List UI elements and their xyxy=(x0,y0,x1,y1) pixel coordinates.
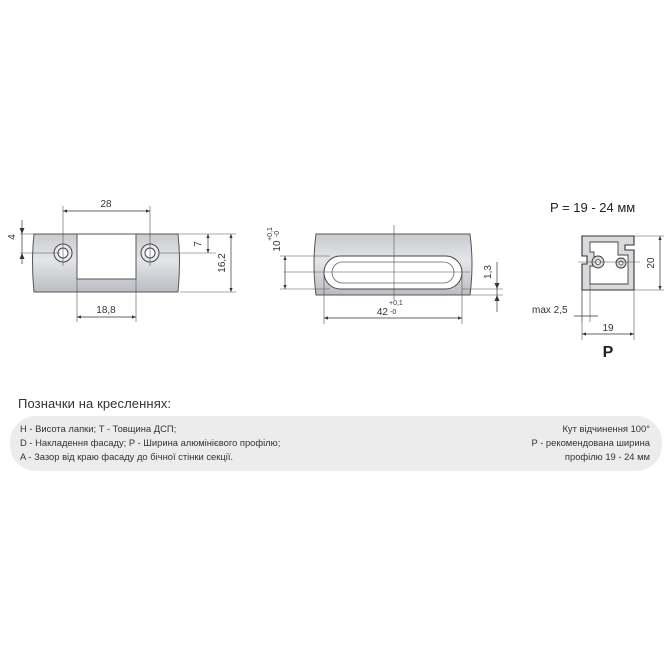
square-cutout xyxy=(77,234,136,279)
profile-letter: P xyxy=(602,344,614,361)
dim-7-label: 7 xyxy=(193,241,204,247)
dim-10-label: 10 xyxy=(272,240,283,252)
legend-title: Позначки на кресленнях: xyxy=(18,396,172,411)
dim-4-arrow-bottom xyxy=(20,253,25,259)
dim-18-label: 18,8 xyxy=(96,305,116,316)
legend-left-line: A - Зазор від краю фасаду до бічної стінки секції. xyxy=(20,451,234,462)
dim-28-label: 28 xyxy=(100,199,112,210)
dim-max-label: max 2,5 xyxy=(532,305,568,316)
oblong-slot-inner xyxy=(332,262,454,283)
dim-4-arrow-top xyxy=(20,228,25,234)
dim-10-tol-bottom: -0 xyxy=(274,230,281,238)
dim-16-label: 16,2 xyxy=(217,253,228,273)
dim-13-arrow-bottom xyxy=(495,295,500,301)
dim-10-tol-top: +0,1 xyxy=(267,227,274,241)
dim-19-label: 19 xyxy=(602,323,614,334)
dim-42-label: 42 xyxy=(376,307,388,318)
legend-panel xyxy=(10,416,662,471)
dim-42-tol-bottom: -0 xyxy=(390,309,397,316)
profile-heading: P = 19 - 24 мм xyxy=(550,200,636,215)
legend-left-line: H - Висота лапки; T - Товщина ДСП; xyxy=(20,423,177,434)
dim-4-label: 4 xyxy=(7,234,18,240)
drawing-oblong-slot xyxy=(267,225,503,324)
legend-left-column xyxy=(20,422,280,464)
legend-left-line: D - Накладення фасаду; P - Ширина алюмінієвого профілю; xyxy=(20,437,281,448)
legend-right-line: Кут відчинення 100° xyxy=(562,423,650,434)
dim-13-arrow-top xyxy=(495,283,500,289)
dim-13-label: 1,3 xyxy=(483,265,494,279)
legend-right-column xyxy=(532,422,650,464)
drawing-profile-section xyxy=(532,200,664,361)
drawing-plate-holes xyxy=(7,199,236,322)
dim-42-tol-top: +0,1 xyxy=(389,300,403,307)
dim-20-label: 20 xyxy=(646,257,657,269)
profile-screw-channel-right-inner xyxy=(619,261,623,265)
legend-right-line: профілю 19 - 24 мм xyxy=(564,451,650,462)
legend-right-line: P - рекомендована ширина xyxy=(531,437,650,448)
